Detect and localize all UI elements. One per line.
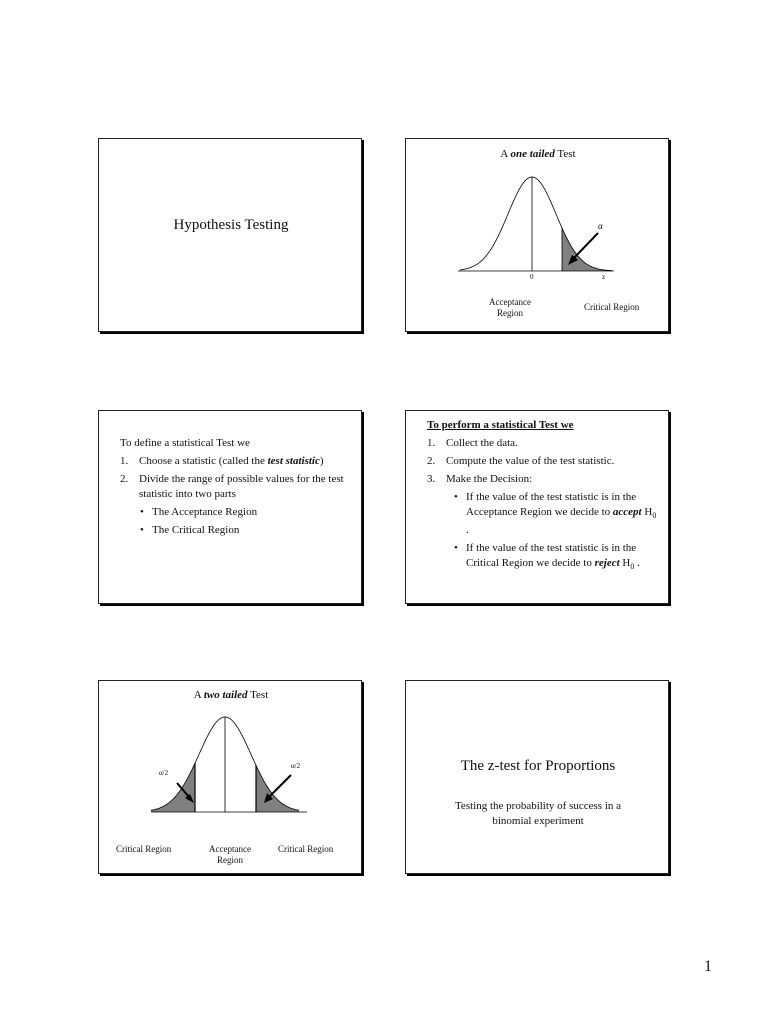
- sub-item-emphasis: accept: [612, 506, 642, 518]
- sub-list-item: [408, 490, 659, 538]
- sub-list-item: [408, 541, 659, 574]
- acceptance-label-line1: Acceptance: [209, 844, 251, 854]
- left-alpha-label: α/2: [159, 769, 169, 777]
- sub-list-item: [120, 523, 348, 538]
- slide-hypothesis-testing: [98, 138, 362, 332]
- slide-two-tailed-test: [98, 680, 362, 874]
- sub-item-text: If the value of the test statistic is in the Acceptance Region we decide to: [466, 491, 637, 518]
- z-tick-label: z: [602, 273, 606, 281]
- sub-item-text: The Acceptance Region: [152, 506, 258, 518]
- slide-one-tailed-test: [405, 138, 669, 332]
- title-prefix: A: [500, 148, 511, 160]
- acceptance-region-label: [191, 844, 269, 866]
- slide-perform-test: [405, 410, 669, 604]
- list-item: [120, 472, 348, 538]
- title-suffix: Test: [554, 148, 576, 160]
- acceptance-label-line1: Acceptance: [489, 297, 531, 307]
- sub-item-text: The Critical Region: [152, 524, 240, 536]
- slide-z-test: [405, 680, 669, 874]
- item-emphasis: test statistic: [267, 455, 320, 467]
- item-text: Choose a statistic (called the: [139, 455, 268, 467]
- subtitle-line1: Testing the probability of success in a: [454, 800, 622, 812]
- normal-curve: [460, 177, 612, 271]
- title-suffix: Test: [247, 689, 269, 701]
- sub-item-h: H: [641, 506, 653, 518]
- left-critical-region-shading: [151, 763, 195, 812]
- sub-item-end: .: [634, 557, 640, 570]
- bullet: •: [140, 506, 144, 518]
- sub-item-emphasis: reject: [594, 557, 620, 570]
- item-number: 2.: [427, 455, 436, 467]
- sub-item-h: H: [619, 557, 631, 570]
- title-emphasis: two tailed: [203, 689, 248, 701]
- alpha-label: α: [598, 221, 603, 231]
- zero-tick-label: 0: [530, 273, 534, 281]
- slide-title: The z-test for Proportions: [460, 758, 616, 774]
- bullet: •: [140, 524, 144, 536]
- intro-text: To define a statistical Test we: [120, 437, 250, 449]
- acceptance-label-line2: Region: [217, 855, 243, 865]
- item-text-end: ): [319, 455, 324, 467]
- sub-list-item: [120, 505, 348, 520]
- sub-item-end: .: [466, 524, 469, 537]
- item-text: Collect the data.: [446, 437, 518, 449]
- bullet: •: [454, 491, 458, 503]
- item-number: 1.: [427, 437, 436, 449]
- right-alpha-arrow: [269, 775, 291, 797]
- item-number: 2.: [120, 473, 129, 485]
- slide-heading: To perform a statistical Test we: [427, 419, 574, 431]
- item-number: 1.: [120, 455, 129, 467]
- slide-title: Hypothesis Testing: [173, 217, 289, 233]
- alpha-arrow: [573, 233, 598, 259]
- item-number: 3.: [427, 473, 436, 485]
- title-prefix: A: [193, 689, 204, 701]
- item-text: Compute the value of the test statistic.: [446, 455, 615, 467]
- page-number: 1: [704, 958, 712, 975]
- right-alpha-label: α/2: [291, 762, 301, 770]
- subtitle-line2: binomial experiment: [492, 815, 584, 827]
- critical-region-label: Critical Region: [584, 302, 640, 312]
- define-steps-list: [120, 454, 348, 541]
- list-item: [120, 454, 348, 469]
- right-critical-region-label: Critical Region: [278, 844, 334, 854]
- list-item: [427, 472, 659, 574]
- sub-list: [408, 490, 659, 574]
- sub-list: [120, 505, 348, 538]
- left-critical-region-label: Critical Region: [116, 844, 172, 854]
- sub-item-subscript: 0: [630, 562, 635, 572]
- bullet: •: [454, 542, 458, 555]
- list-item: [427, 454, 659, 469]
- acceptance-region-label: [470, 297, 550, 319]
- sub-item-text: If the value of the test statistic is in the Critical Region we decide to: [466, 542, 637, 570]
- item-text: Divide the range of possible values for the test statistic into two parts: [139, 473, 344, 500]
- perform-steps-list: [427, 436, 659, 577]
- slide-subtitle: [406, 799, 670, 829]
- acceptance-label-line2: Region: [497, 308, 523, 318]
- slide-define-test: [98, 410, 362, 604]
- title-emphasis: one tailed: [510, 148, 555, 160]
- list-item: [427, 436, 659, 451]
- item-text: Make the Decision:: [446, 473, 533, 485]
- sub-item-subscript: 0: [652, 511, 657, 521]
